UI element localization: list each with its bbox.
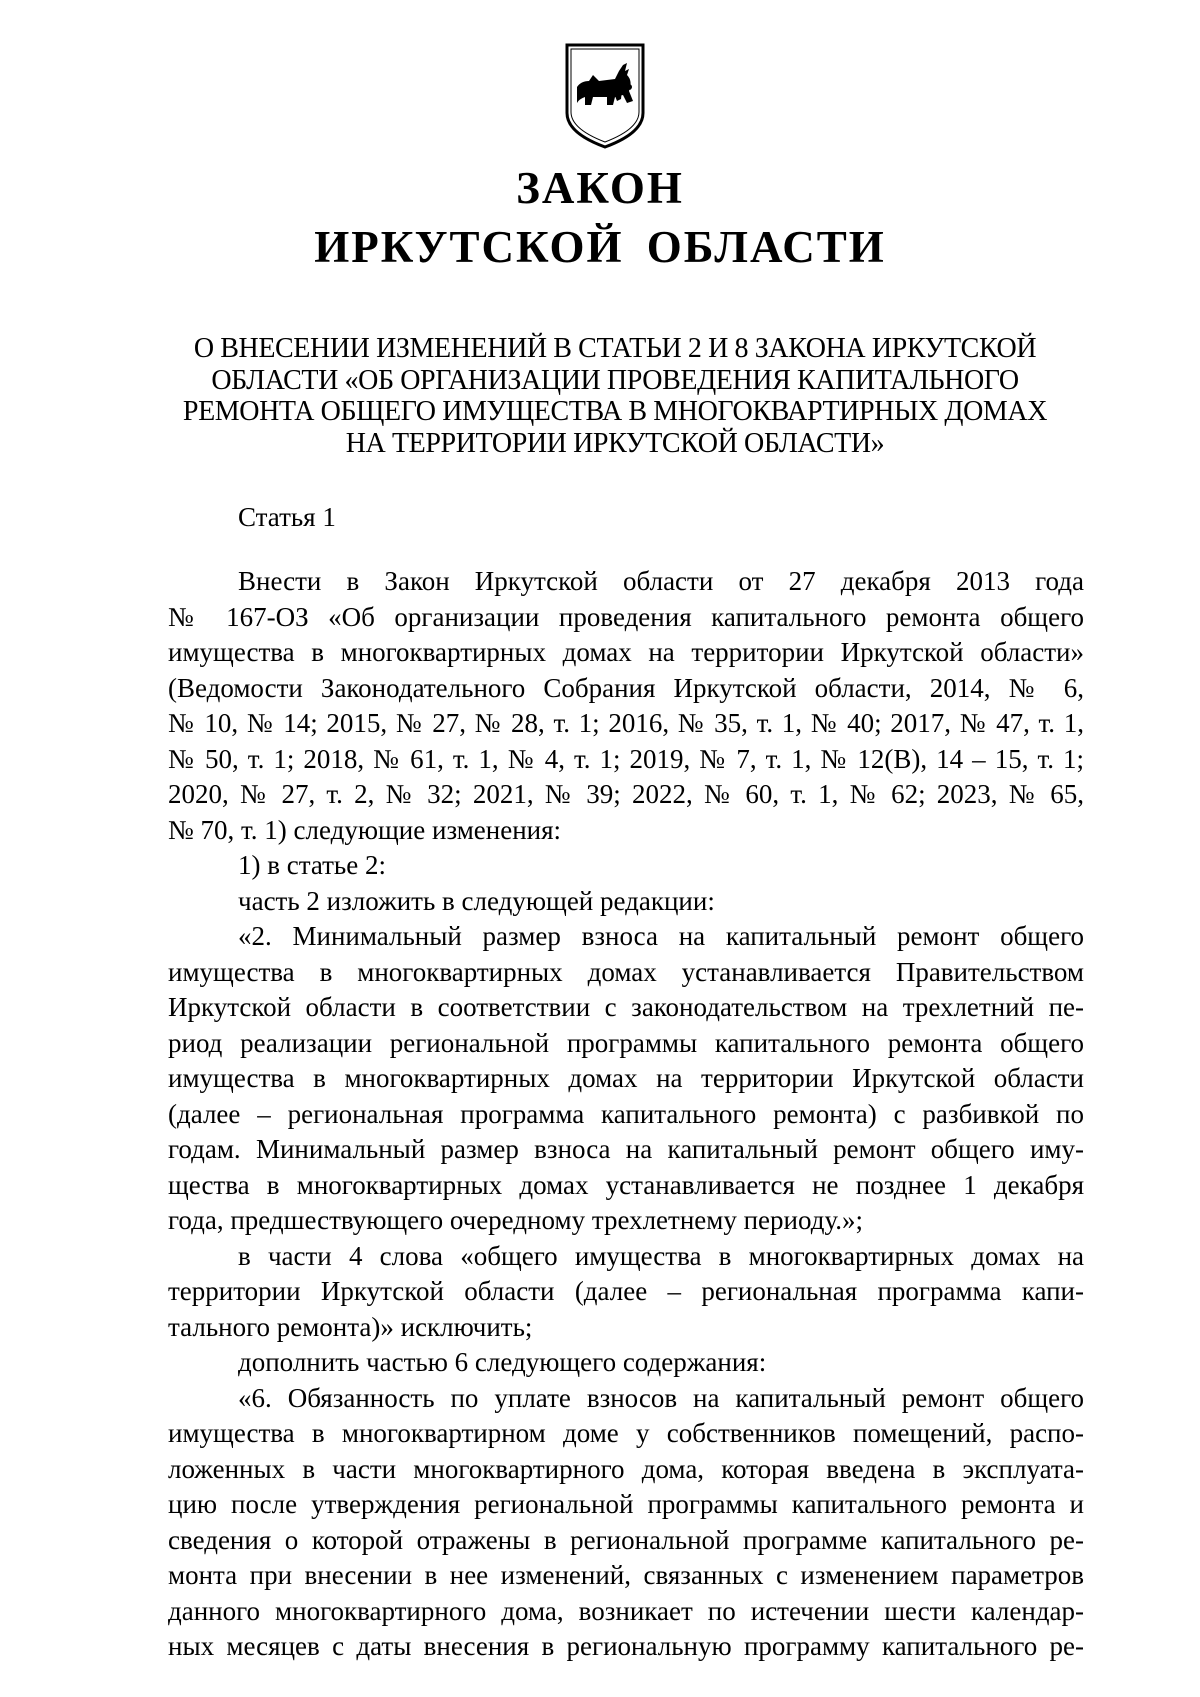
body-line: в части 4 слова «общего имущества в многоквартирных домах на <box>238 1240 1084 1271</box>
body-line: Внести в Закон Иркутской области от 27 декабря 2013 года <box>238 566 1084 596</box>
subtitle-line: ОБЛАСТИ «ОБ ОРГАНИЗАЦИИ ПРОВЕДЕНИЯ КАПИТАЛЬНОГО <box>211 364 1019 396</box>
body-line: имущества в многоквартирных домах на территории Иркутской области <box>168 1063 1084 1093</box>
body-line: № 10, № 14; 2015, № 27, № 28, т. 1; 2016, № 35, т. 1, № 40; 2017, № 47, т. 1, <box>168 708 1084 738</box>
body-line: щества в многоквартирных домах устанавливается не позднее 1 декабря <box>168 1169 1084 1200</box>
body-line: тального ремонта)» исключить; <box>168 1311 533 1342</box>
body-line: ложенных в части многоквартирного дома, которая введена в эксплуата- <box>168 1453 1084 1484</box>
subtitle-line: НА ТЕРРИТОРИИ ИРКУТСКОЙ ОБЛАСТИ» <box>345 427 885 459</box>
body-line: данного многоквартирного дома, возникает по истечении шести календар- <box>168 1595 1084 1626</box>
body-line: риод реализации региональной программы капитального ремонта общего <box>168 1027 1084 1058</box>
subtitle-line: О ВНЕСЕНИИ ИЗМЕНЕНИЙ В СТАТЬИ 2 И 8 ЗАКОНА ИРКУТСКОЙ <box>193 333 1037 364</box>
article-body <box>168 564 1084 1665</box>
body-line: «2. Минимальный размер взноса на капитальный ремонт общего <box>238 921 1084 951</box>
body-line: № 167-ОЗ «Об организации проведения капитального ремонта общего <box>168 601 1084 632</box>
body-line: часть 2 изложить в следующей редакции: <box>238 885 715 916</box>
body-line: имущества в многоквартирном доме у собственников помещений, распо- <box>168 1418 1084 1448</box>
body-line: цию после утверждения региональной программы капитального ремонта и <box>168 1489 1084 1519</box>
body-line: «6. Обязанность по уплате взносов на капитальный ремонт общего <box>238 1382 1084 1413</box>
body-line: 1) в статье 2: <box>238 850 386 880</box>
law-subtitle <box>165 333 1065 459</box>
body-line: монта при внесении в нее изменений, связанных с изменением параметров <box>168 1560 1084 1590</box>
body-line: № 70, т. 1) следующие изменения: <box>168 814 562 845</box>
document-region-title: ИРКУТСКОЙ ОБЛАСТИ <box>314 222 886 272</box>
body-line: ных месяцев с даты внесения в региональную программу капитального ре- <box>168 1631 1084 1661</box>
document-type-title: ЗАКОН <box>516 163 684 213</box>
body-line: 2020, № 27, т. 2, № 32; 2021, № 39; 2022, № 60, т. 1, № 62; 2023, № 65, <box>168 779 1084 809</box>
body-line: (Ведомости Законодательного Собрания Иркутской области, 2014, № 6, <box>168 672 1084 703</box>
body-line: № 50, т. 1; 2018, № 61, т. 1, № 4, т. 1; 2019, № 7, т. 1, № 12(В), 14 – 15, т. 1; <box>168 743 1084 774</box>
body-line: годам. Минимальный размер взноса на капитальный ремонт общего иму- <box>168 1134 1084 1164</box>
body-line: имущества в многоквартирных домах устанавливается Правительством <box>168 956 1084 987</box>
body-line: дополнить частью 6 следующего содержания: <box>238 1347 767 1377</box>
body-line: года, предшествующего очередному трехлетнему периоду.»; <box>168 1205 863 1235</box>
subtitle-line: РЕМОНТА ОБЩЕГО ИМУЩЕСТВА В МНОГОКВАРТИРНЫХ ДОМАХ <box>182 396 1048 427</box>
body-line: имущества в многоквартирных домах на территории Иркутской области» <box>168 637 1084 667</box>
body-line: сведения о которой отражены в региональной программе капитального ре- <box>168 1524 1084 1555</box>
body-line: (далее – региональная программа капитального ремонта) с разбивкой по <box>168 1098 1084 1129</box>
body-line: Иркутской области в соответствии с законодательством на трехлетний пе- <box>168 992 1084 1022</box>
body-line: территории Иркутской области (далее – региональная программа капи- <box>168 1276 1084 1306</box>
article-heading: Статья 1 <box>238 502 336 532</box>
coat-of-arms-icon <box>563 41 647 151</box>
